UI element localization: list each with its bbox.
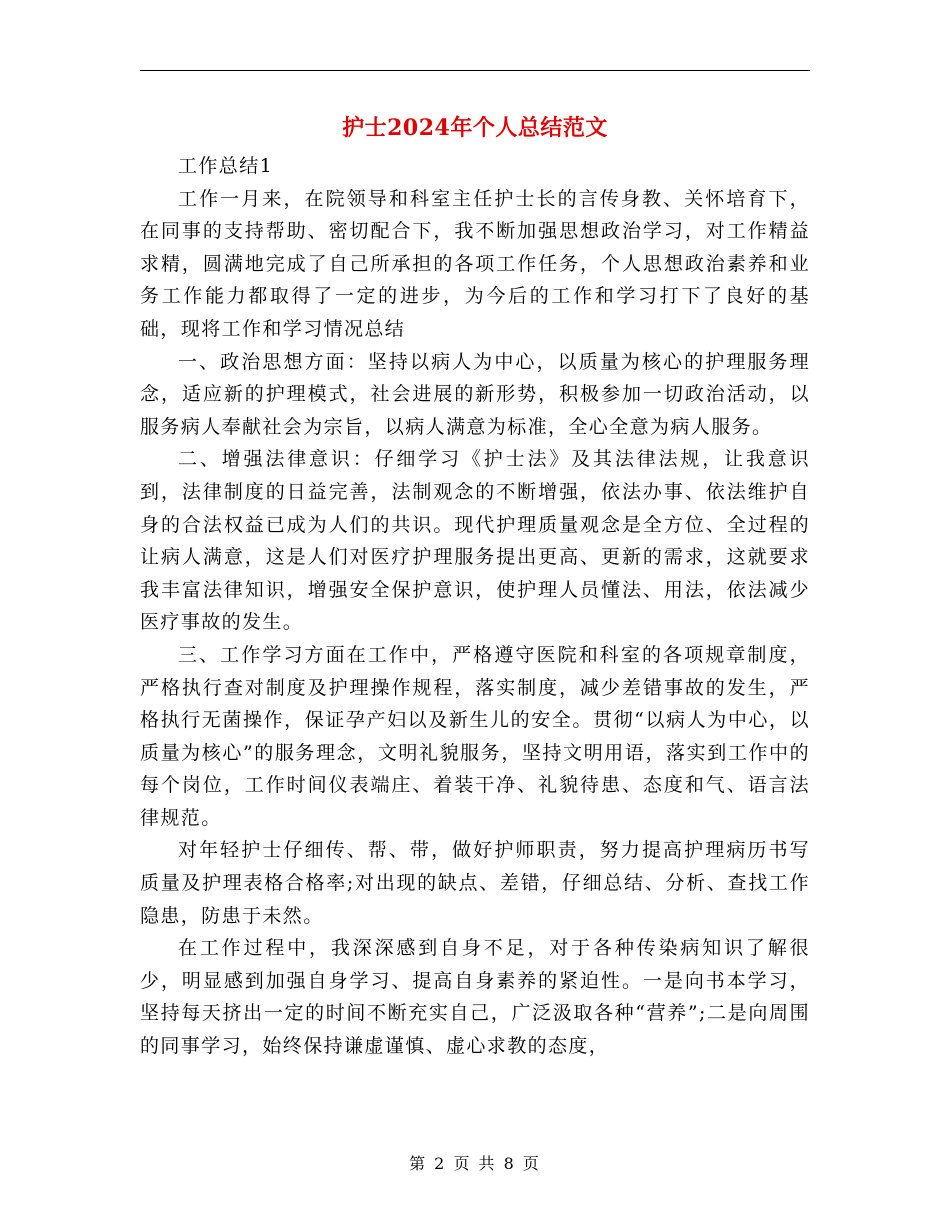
paragraph-legal: 二、增强法律意识：仔细学习《护士法》及其法律法规，让我意识到，法律制度的日益完善，法制观念的不断增强，依法办事、依法维护自身的合法权益已成为人们的共识。现代护理质量观念是全方位、全过程的让病人满意，这是人们对医疗护理服务提出更高、更新的需求，这就要求我丰富法律知识，增强安全保护意识，使护理人员懂法、用法，依法减少医疗事故的发生。 [140, 448, 810, 634]
paragraph-work-study: 三、工作学习方面在工作中，严格遵守医院和科室的各项规章制度，严格执行查对制度及护理操作规程，落实制度，减少差错事故的发生，严格执行无菌操作，保证孕产妇以及新生儿的安全。贯彻“以病人为中心，以质量为核心”的服务理念，文明礼貌服务，坚持文明用语，落实到工作中的每个岗位，工作时间仪表端庄、着装干净、礼貌待患、态度和气、语言法律规范。 [140, 643, 810, 829]
paragraph-mentoring: 对年轻护士仔细传、帮、带，做好护师职责，努力提高护理病历书写质量及护理表格合格率;对出现的缺点、差错，仔细总结、分析、查找工作隐患，防患于未然。 [140, 839, 810, 927]
paragraph-political: 一、政治思想方面：坚持以病人为中心，以质量为核心的护理服务理念，适应新的护理模式，社会进展的新形势，积极参加一切政治活动，以服务病人奉献社会为宗旨，以病人满意为标准，全心全意为病人服务。 [140, 350, 810, 438]
paragraph-section-heading: 工作总结1 [178, 155, 274, 177]
paragraph-self-improvement: 在工作过程中，我深深感到自身不足，对于各种传染病知识了解很少，明显感到加强自身学习、提高自身素养的紧迫性。一是向书本学习，坚持每天挤出一定的时间不断充实自己，广泛汲取各种“营养”;二是向周围的同事学习，始终保持谦虚谨慎、虚心求教的态度， [140, 937, 810, 1058]
document-body [140, 150, 810, 1063]
header-rule [140, 70, 810, 71]
page-number: 第 2 页 共 8 页 [409, 1154, 541, 1173]
document-title: 护士2024年个人总结范文 [342, 115, 608, 141]
paragraph-intro: 工作一月来，在院领导和科室主任护士长的言传身教、关怀培育下，在同事的支持帮助、密切配合下，我不断加强思想政治学习，对工作精益求精，圆满地完成了自己所承担的各项工作任务，个人思想政治素养和业务工作能力都取得了一定的进步，为今后的工作和学习打下了良好的基础，现将工作和学习情况总结 [140, 187, 810, 340]
